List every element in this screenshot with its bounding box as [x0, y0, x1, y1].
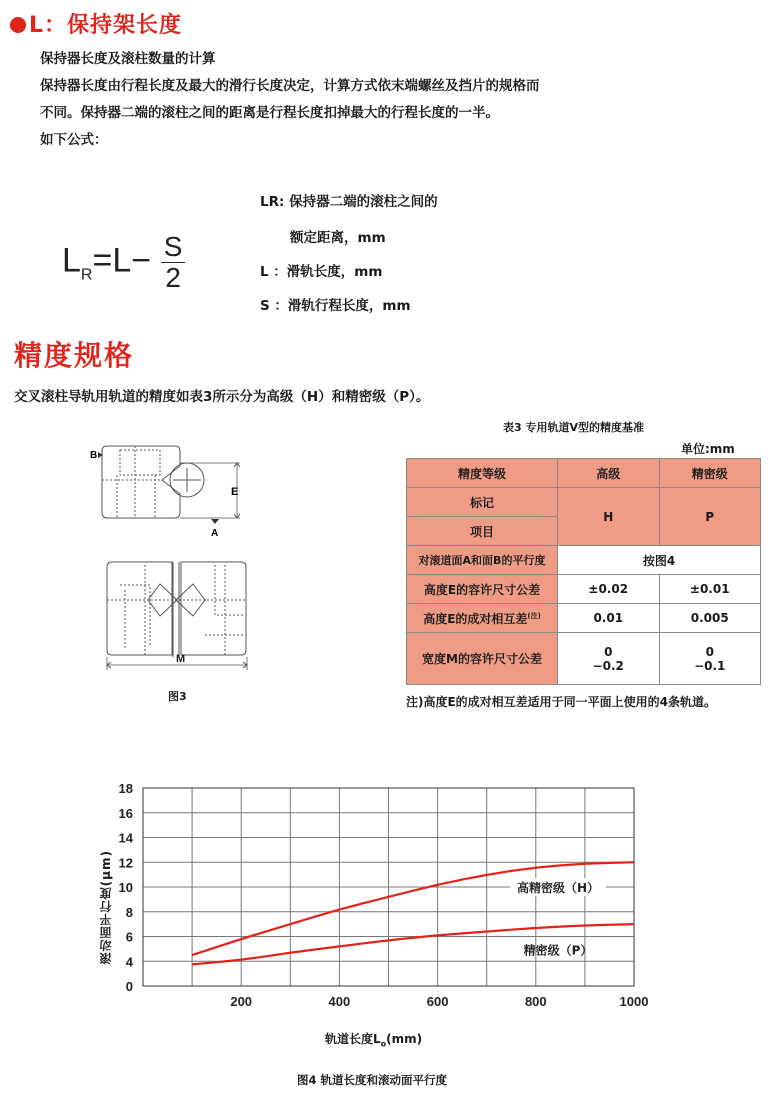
x-label-tail: (mm): [386, 1032, 423, 1046]
figure-3-caption: 图3: [168, 690, 187, 703]
table-note: 注)高度E的成对相互差适用于同一平面上使用的4条轨道。: [406, 695, 717, 709]
paragraph-line-3: 如下公式：: [40, 132, 108, 148]
formula-lhs: L: [62, 241, 81, 280]
chart-title: 图4 轨道长度和滚动面平行度: [297, 1073, 448, 1087]
header-grade: 精度等级: [407, 459, 558, 488]
formula-subscript: R: [80, 266, 93, 284]
arrow-a-icon: [211, 519, 219, 524]
label-e: E: [231, 486, 239, 498]
formula-rhs: =L−: [92, 241, 152, 280]
rail-left: [107, 562, 172, 655]
row-value-p: [659, 633, 761, 685]
subtitle: 保持器长度及滚柱数量的计算: [40, 51, 216, 67]
y-tick-label: 8: [125, 904, 133, 920]
table-row: [407, 575, 761, 604]
section-heading-cage-length: [10, 8, 182, 39]
mark-h: H: [558, 488, 660, 546]
x-tick-label: 400: [328, 994, 351, 1009]
paragraph-line-2: 不同。保持器二端的滚柱之间的距离是行程长度扣掉最大的行程长度的一半。: [40, 105, 499, 121]
definition-s: S ：滑轨行程长度，mm: [260, 298, 411, 314]
y-tick-label: 6: [125, 929, 133, 945]
y-axis-label: 滚动面平行度(μm): [99, 850, 113, 965]
table-row-mark: [407, 488, 761, 517]
series-label-h: 高精密级（H）: [516, 881, 600, 895]
y-tick-label: 0: [125, 979, 133, 994]
x-label-sub: o: [380, 1039, 387, 1049]
item-label: 项目: [407, 517, 558, 546]
y-tick-label: 14: [118, 830, 133, 846]
hidden-line: [102, 446, 162, 518]
x-tick-label: 800: [524, 994, 547, 1009]
p-upper: 0: [705, 644, 714, 659]
row-item: 对滚道面A和面B的平行度: [407, 546, 558, 575]
table-header-row: [407, 459, 761, 488]
series-line-h: [192, 862, 634, 958]
bullet-icon: [10, 17, 26, 33]
row-merged-value: 按图4: [558, 546, 761, 575]
row-item: 宽度M的容许尺寸公差: [407, 633, 558, 685]
x-label-main: 轨道长度L: [325, 1032, 381, 1046]
p-lower: −0.1: [694, 658, 726, 673]
x-axis-label: [325, 1030, 422, 1048]
y-tick-label: 10: [118, 880, 133, 895]
section-heading-precision: 精度规格: [14, 339, 135, 372]
parallelism-chart: [0, 770, 780, 1030]
precision-intro: 交叉滚柱导轨用轨道的精度如表3所示分为高级（H）和精密级（P）。: [14, 389, 430, 405]
y-tick-label: 16: [118, 805, 133, 821]
y-tick-label: 12: [118, 855, 133, 871]
row-item-note: (注): [527, 611, 541, 620]
row-item-text: 高度E的成对相互差: [423, 611, 528, 626]
fraction-numerator: S: [163, 231, 183, 262]
y-tick-label: 18: [118, 781, 133, 796]
mark-label: 标记: [407, 488, 558, 517]
table-row: [407, 633, 761, 685]
row-item: [407, 604, 558, 633]
row-value-p: 0.005: [659, 604, 761, 633]
y-tick-label: 4: [125, 954, 133, 970]
formula-fraction: [161, 232, 185, 293]
hidden-line: [120, 450, 160, 475]
h-lower: −0.2: [592, 658, 624, 673]
precision-table: [406, 458, 761, 685]
row-item: 高度E的容许尺寸公差: [407, 575, 558, 604]
row-value-p: ±0.01: [659, 575, 761, 604]
series-label-p: 精密级（P）: [523, 943, 593, 958]
row-value-h: 0.01: [558, 604, 660, 633]
row-value-h: [558, 633, 660, 685]
table-row: [407, 546, 761, 575]
label-a: A: [211, 528, 219, 539]
rail-profile-top: [102, 446, 180, 518]
table-row: [407, 604, 761, 633]
h-upper: 0: [604, 644, 613, 659]
row-value-h: ±0.02: [558, 575, 660, 604]
header-high: 高级: [558, 459, 660, 488]
fraction-denominator: 2: [165, 262, 181, 293]
table-unit: 单位:mm: [681, 442, 735, 456]
header-precision: 精密级: [659, 459, 761, 488]
x-tick-label: 1000: [619, 994, 649, 1009]
label-m: M: [176, 653, 186, 665]
heading-text: L：保持架长度: [29, 13, 183, 38]
paragraph-line-1: 保持器长度由行程长度及最大的滑行长度决定，计算方式依末端螺丝及挡片的规格而: [40, 78, 540, 94]
label-b: B: [90, 450, 98, 461]
definition-l: L ：滑轨长度，mm: [260, 264, 383, 280]
table-caption: 表3 专用轨道V型的精度基准: [503, 421, 644, 434]
definition-lr: LR: 保持器二端的滚柱之间的: [260, 194, 438, 210]
definition-lr-cont: 额定距离，mm: [290, 230, 386, 246]
x-tick-label: 200: [230, 994, 253, 1009]
mark-p: P: [659, 488, 761, 546]
formula: [62, 232, 185, 293]
rail-right: [181, 562, 246, 655]
x-tick-label: 600: [426, 994, 449, 1009]
figure-3-diagram: [85, 440, 275, 670]
